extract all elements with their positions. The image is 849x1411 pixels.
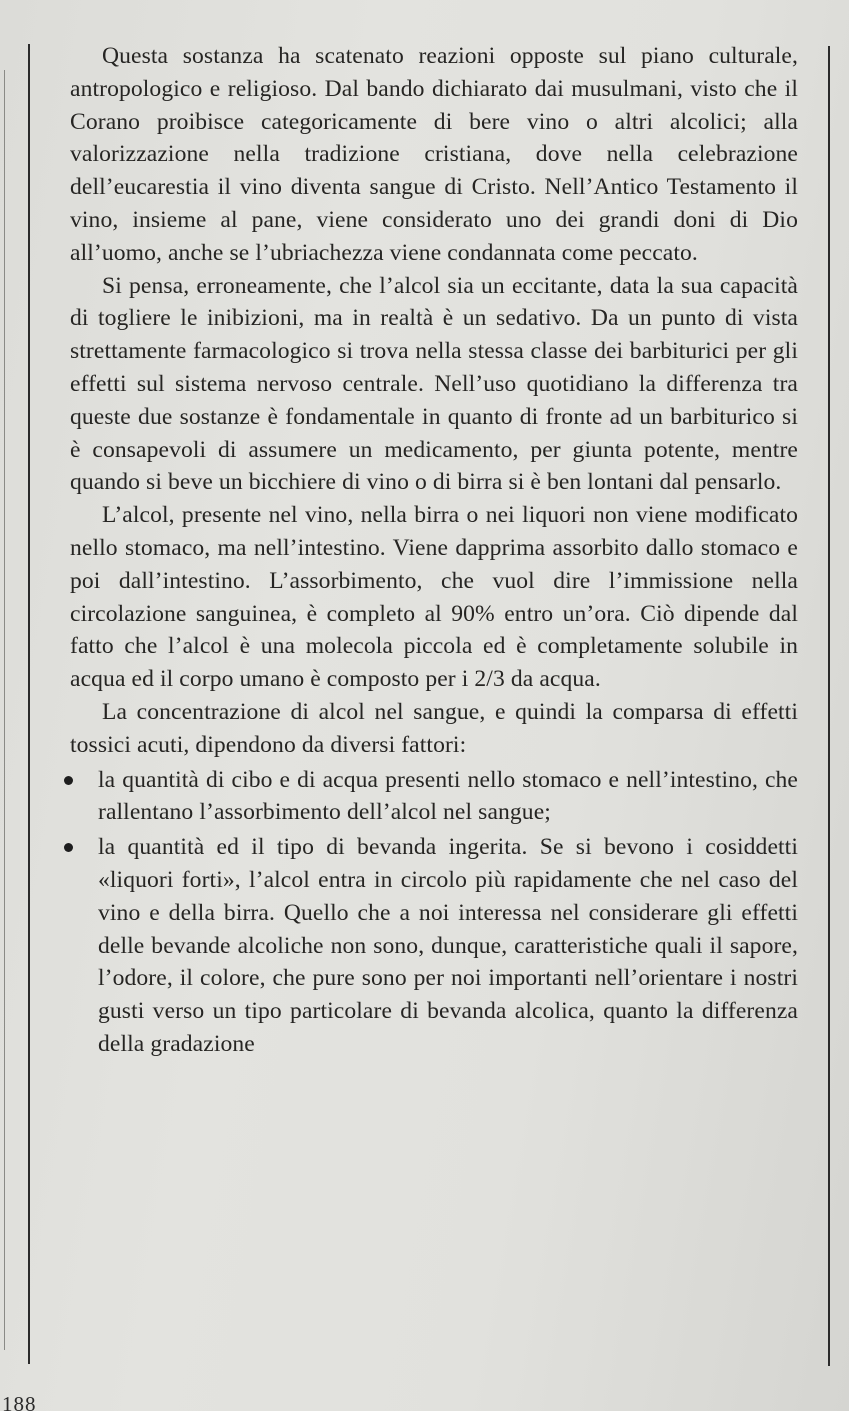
page-edge-left (28, 44, 30, 1364)
paragraph: La concentrazione di alcol nel sangue, e quindi la comparsa di effetti tossici acuti, dipendono da diversi fattori: (70, 698, 798, 758)
page-number: 188 (2, 1392, 37, 1411)
page-edge-right (828, 46, 830, 1366)
factor-list (70, 764, 798, 1061)
paragraph: Questa sostanza ha scatenato reazioni opposte sul piano culturale, antropologico e religioso. Dal bando dichiarato dai musulmani, visto che il Corano proibisce categoricamente di bere vino o altri alcolici; alla valorizzazione nella tradizione cristiana, dove nella celebrazione dell’eucarestia il vino diventa sangue di Cristo. Nell’Antico Testamento il vino, insieme al pane, viene considerato uno dei grandi doni di Dio all’uomo, anche se l’ubriachezza viene condannata come peccato. (70, 43, 798, 266)
list-item (70, 764, 798, 830)
list-item-text: la quantità ed il tipo di bevanda ingerita. Se si bevono i cosiddetti «liquori forti», l’alcol entra in circolo più rapidamente che nel caso del vino e della birra. Quello che a noi interessa nel considerare gli effetti delle bevande alcoliche non sono, dunque, caratteristiche quali il sapore, l’odore, il colore, che pure sono per noi importanti nell’orientare i nostri gusti verso un tipo particolare di bevanda alcolica, quanto la differenza della gradazione (98, 834, 798, 1057)
bullet-icon (64, 776, 73, 785)
page-edge-outer (4, 70, 5, 1350)
list-item (70, 831, 798, 1061)
list-item-text: la quantità di cibo e di acqua presenti nello stomaco e nell’intestino, che rallentano l’assorbimento dell’alcol nel sangue; (98, 766, 798, 826)
body-text (70, 40, 798, 1061)
paragraph: L’alcol, presente nel vino, nella birra o nei liquori non viene modificato nello stomaco, ma nell’intestino. Viene dapprima assorbito dallo stomaco e poi dall’intestino. L’assorbimento, che vuol dire l’immissione nella circolazione sanguinea, è completo al 90% entro un’ora. Ciò dipende dal fatto che l’alcol è una molecola piccola ed è completamente solubile in acqua ed il corpo umano è composto per i 2/3 da acqua. (70, 502, 798, 693)
bullet-icon (64, 843, 73, 852)
paragraph: Si pensa, erroneamente, che l’alcol sia un eccitante, data la sua capacità di togliere le inibizioni, ma in realtà è un sedativo. Da un punto di vista strettamente farmacologico si trova nella stessa classe dei barbiturici per gli effetti sul sistema nervoso centrale. Nell’uso quotidiano la differenza tra queste due sostanze è fondamentale in quanto di fronte ad un barbiturico si è consapevoli di assumere un medicamento, per giunta potente, mentre quando si beve un bicchiere di vino o di birra si è ben lontani dal pensarlo. (70, 272, 798, 496)
